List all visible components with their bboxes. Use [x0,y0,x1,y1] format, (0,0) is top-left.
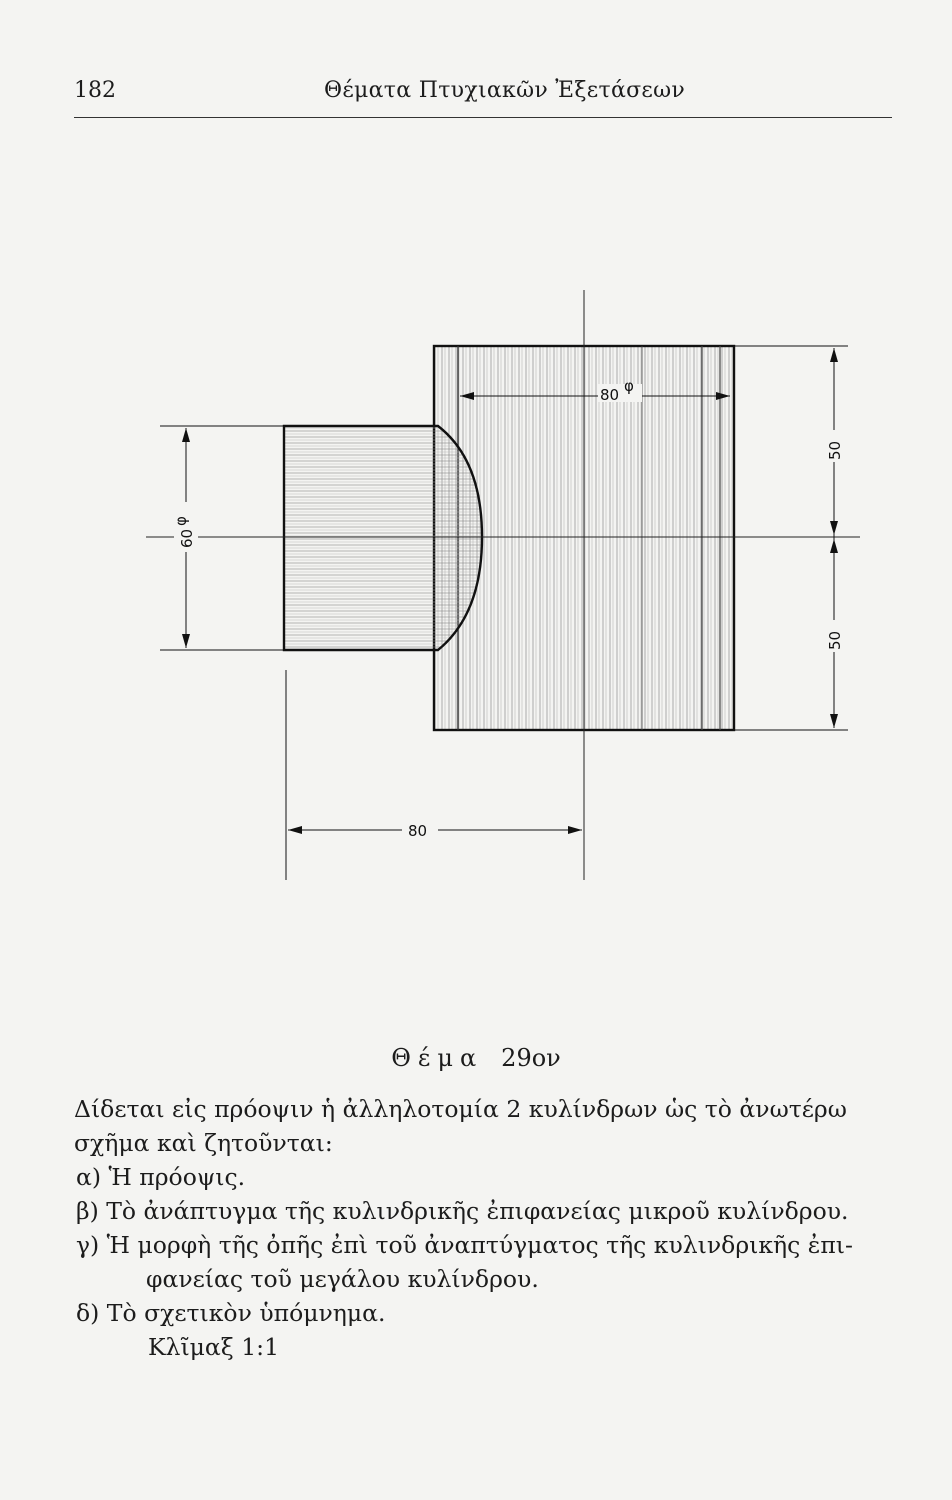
diameter-symbol-small: φ [172,516,190,526]
topic-heading [0,1044,952,1072]
diameter-symbol: φ [624,377,634,395]
list-item-b: β) Τὸ ἀνάπτυγμα τῆς κυλινδρικῆς ἐπιφανείας μικροῦ κυλίνδρου. [76,1197,849,1225]
scale-note: Κλῖμαξ 1:1 [148,1333,280,1361]
list-item-d: δ) Τὸ σχετικὸν ὑπόμνημα. [76,1299,386,1327]
header-rule [74,117,892,118]
dimension-60-diameter [160,426,284,650]
list-item-c-line-2: φανείας τοῦ μεγάλου κυλίνδρου. [146,1265,539,1293]
technical-drawing [0,280,952,900]
running-title: Θέματα Πτυχιακῶν Ἐξετάσεων [324,78,686,103]
dimension-50-vertical [734,346,848,730]
intro-line-1: Δίδεται εἰς πρόοψιν ἡ ἀλληλοτομία 2 κυλίνδρων ὡς τὸ ἀνωτέρω [74,1095,847,1123]
intro-line-2: σχῆμα καὶ ζητοῦνται: [74,1129,333,1157]
topic-heading-number: 29ον [501,1044,561,1072]
list-item-c-line-1: γ) Ἡ μορφὴ τῆς ὀπῆς ἐπὶ τοῦ ἀναπτύγματος τῆς κυλινδρικῆς ἐπι- [76,1231,853,1259]
small-cylinder [284,426,482,650]
dim-60-diameter-value: 60 [178,528,196,548]
dim-50-upper-value: 50 [826,440,844,460]
page-number: 182 [74,78,116,103]
dim-50-lower-value: 50 [826,630,844,650]
dim-80-horizontal-value: 80 [408,822,428,840]
dim-80-diameter-value: 80 [600,386,620,404]
topic-heading-word: Θέμα [391,1044,484,1072]
list-item-a: α) Ἡ πρόοψις. [76,1163,246,1191]
problem-statement [74,1092,910,1364]
page-header [74,78,894,108]
